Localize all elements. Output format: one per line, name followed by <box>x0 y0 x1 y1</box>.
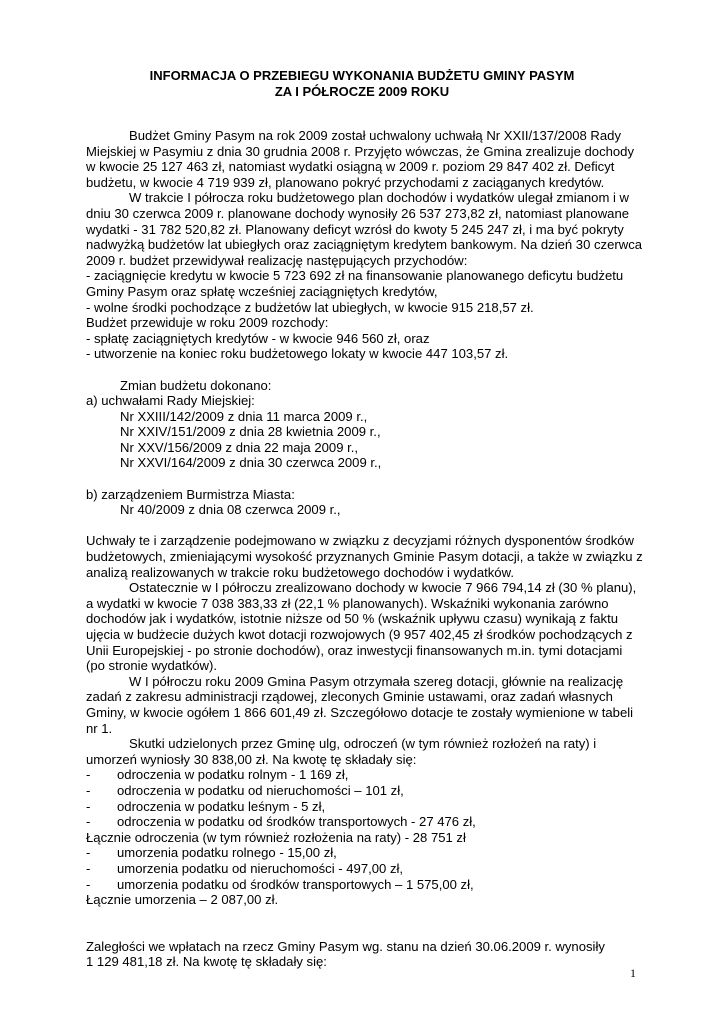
list-item-text: umorzenia podatku od środków transportowych – 1 575,00 zł, <box>117 876 474 892</box>
list-item-text: umorzenia podatku rolnego - 15,00 zł, <box>117 845 337 861</box>
list-item-text: odroczenia w podatku leśnym - 5 zł, <box>117 798 326 814</box>
list-item: Nr XXVI/164/2009 z dnia 30 czerwca 2009 r., <box>120 455 382 471</box>
paragraph-line: Miejskiej w Pasymiu z dnia 30 grudnia 2008 r. Przyjęto wówczas, że Gmina zrealizuje dochody <box>86 143 635 159</box>
dash-marker: - <box>86 798 91 814</box>
list-item-text: odroczenia w podatku od środków transportowych - 27 476 zł, <box>117 814 476 830</box>
paragraph-line: - wolne środki pochodzące z budżetów lat ubiegłych, w kwocie 915 218,57 zł. <box>86 299 534 315</box>
dash-marker: - <box>86 814 91 830</box>
paragraph-line: dniu 30 czerwca 2009 r. planowane dochody wynosiły 26 537 273,82 zł, natomiast planowane <box>86 205 630 221</box>
document-body <box>86 128 666 970</box>
paragraph-line: 1 129 481,18 zł. Na kwotę tę składały się: <box>86 954 327 970</box>
paragraph-line: - spłatę zaciągniętych kredytów - w kwocie 946 560 zł, oraz <box>86 330 430 346</box>
paragraph-line: Zaległości we wpłatach na rzecz Gminy Pasym wg. stanu na dzień 30.06.2009 r. wynosiły <box>86 938 605 954</box>
list-item <box>86 814 666 830</box>
dash-marker: - <box>86 876 91 892</box>
total-line: Łącznie umorzenia – 2 087,00 zł. <box>86 892 279 908</box>
paragraph-line: a wydatki w kwocie 7 038 383,33 zł (22,1 % planowanych). Wskaźniki wykonania zarówno <box>86 595 609 611</box>
paragraph-line: budżetu, w kwocie 4 719 939 zł, planowano pokryć przychodami z zaciąganych kredytów. <box>86 174 605 190</box>
document-title-line-2: ZA I PÓŁROCZE 2009 ROKU <box>274 84 450 99</box>
list-item-text: odroczenia w podatku od nieruchomości – 101 zł, <box>117 782 404 798</box>
total-line: Łącznie odroczenia (w tym również rozłożenia na raty) - 28 751 zł <box>86 829 466 845</box>
paragraph-line: nadwyżką budżetów lat ubiegłych oraz zaciągniętym kredytem bankowym. Na dzień 30 czerwca <box>86 237 643 253</box>
paragraph-line: Ostatecznie w I półroczu zrealizowano dochody w kwocie 7 966 794,14 zł (30 % planu), <box>129 580 637 596</box>
paragraph-line: wydatki - 31 782 520,82 zł. Planowany deficyt wzrósł do kwoty 5 245 247 zł, i ma być pokryty <box>86 221 624 237</box>
list-item <box>86 877 666 893</box>
paragraph-line: W I półroczu roku 2009 Gmina Pasym otrzymała szereg dotacji, głównie na realizację <box>129 673 624 689</box>
paragraph-line: ujęcia w budżecie dużych kwot dotacji rozwojowych (9 957 402,45 zł środków pochodzących z <box>86 627 633 642</box>
list-item-text: odroczenia w podatku rolnym - 1 169 zł, <box>117 767 349 783</box>
section-heading: Zmian budżetu dokonano: <box>120 377 272 393</box>
list-item <box>86 861 666 877</box>
list-label: b) zarządzeniem Burmistrza Miasta: <box>86 486 295 502</box>
list-item <box>86 845 666 861</box>
paragraph-line: Skutki udzielonych przez Gminę ulg, odroczeń (w tym również rozłożeń na raty) i <box>129 736 597 752</box>
paragraph-line: 2009 r. budżet przewidywał realizację następujących przychodów: <box>86 252 468 268</box>
paragraph-line: Uchwały te i zarządzenie podejmowano w związku z decyzjami różnych dysponentów środków <box>86 533 635 549</box>
paragraph-line: umorzeń wyniosły 30 838,00 zł. Na kwotę tę składały się: <box>86 751 417 767</box>
document-title-line-1: INFORMACJA O PRZEBIEGU WYKONANIA BUDŻETU GMINY PASYM <box>149 68 575 83</box>
list-label: a) uchwałami Rady Miejskiej: <box>86 393 255 409</box>
dash-marker: - <box>86 767 91 783</box>
paragraph-line: Gminy Pasym oraz spłatę wcześniej zaciągniętych kredytów, <box>86 283 438 299</box>
paragraph-line: dochodów jak i wydatków, istotnie niższe od 50 % (wskaźnik upływu czasu) wynikają z faktu <box>86 611 618 627</box>
list-item <box>86 783 666 799</box>
paragraph-line: Budżet przewiduje w roku 2009 rozchody: <box>86 315 329 331</box>
paragraph-line: - utworzenie na koniec roku budżetowego lokaty w kwocie 447 103,57 zł. <box>86 346 509 362</box>
list-item <box>86 799 666 815</box>
list-item: Nr 40/2009 z dnia 08 czerwca 2009 r., <box>120 502 341 518</box>
paragraph-line: Budżet Gminy Pasym na rok 2009 został uchwalony uchwałą Nr XXII/137/2008 Rady <box>129 128 622 143</box>
dash-marker: - <box>86 845 91 861</box>
list-item: Nr XXV/156/2009 z dnia 22 maja 2009 r., <box>120 439 359 455</box>
dash-marker: - <box>86 860 91 876</box>
paragraph-line: budżetowych, zmieniającymi wysokość przyznanych Gminie Pasym dotacji, a także w związku z <box>86 549 643 565</box>
list-item: Nr XXIV/151/2009 z dnia 28 kwietnia 2009 r., <box>120 424 381 440</box>
paragraph-line: w kwocie 25 127 463 zł, natomiast wydatki osiągną w 2009 r. poziom 29 847 402 zł. Deficyt <box>86 159 615 175</box>
paragraph-line: (po stronie wydatków). <box>86 658 217 674</box>
paragraph-line: W trakcie I półrocza roku budżetowego plan dochodów i wydatków ulegał zmianom i w <box>129 190 629 206</box>
list-item: Nr XXIII/142/2009 z dnia 11 marca 2009 r., <box>120 408 368 424</box>
paragraph-line: nr 1. <box>86 720 113 736</box>
page-number: 1 <box>630 966 636 980</box>
list-item-text: umorzenia podatku od nieruchomości - 497,00 zł, <box>117 860 404 876</box>
dash-marker: - <box>86 782 91 798</box>
paragraph-line: Gminy, w kwocie ogółem 1 866 601,49 zł. Szczegółowo dotacje te zostały wymienione w tabeli <box>86 704 634 720</box>
paragraph-line: zadań z zakresu administracji rządowej, zleconych Gminie ustawami, oraz zadań własnych <box>86 689 613 705</box>
paragraph-line: analizą realizowanych w trakcie roku budżetowego dochodów i wydatków. <box>86 564 514 580</box>
paragraph-line: - zaciągnięcie kredytu w kwocie 5 723 692 zł na finansowanie planowanego deficytu budżetu <box>86 268 624 284</box>
paragraph-line: Unii Europejskiej - po stronie dochodów), oraz inwestycji finansowanych m.in. tymi dotacjami <box>86 642 623 658</box>
list-item <box>86 767 666 783</box>
